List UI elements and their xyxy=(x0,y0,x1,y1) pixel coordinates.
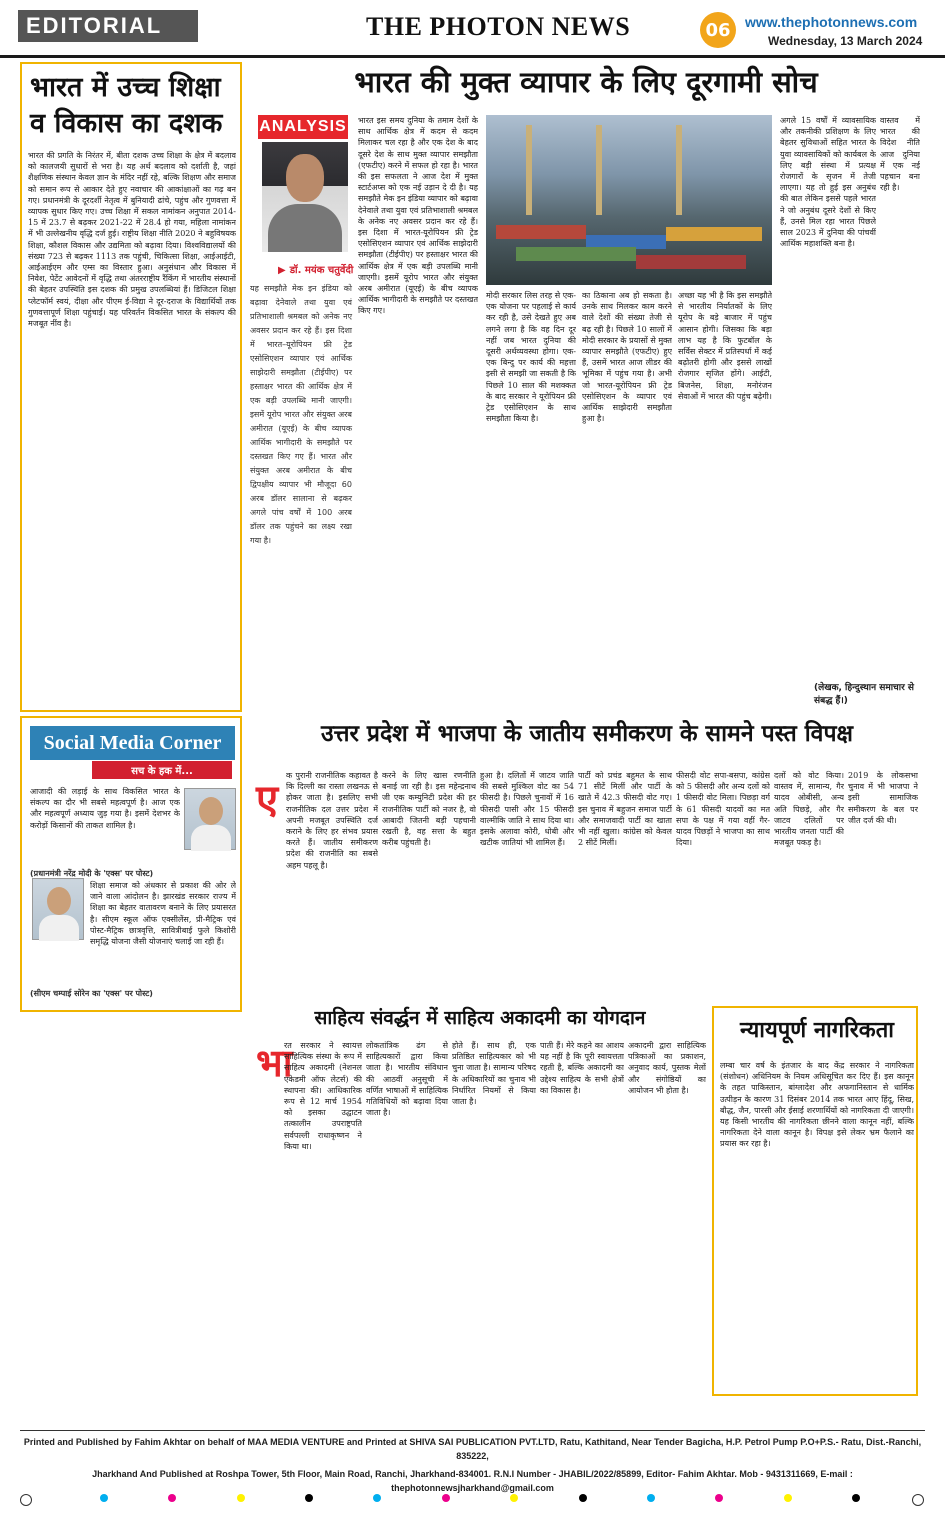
up-politics-col-6: दलों को वोट किया। वास्तव में, सामान्य, गैर यादव ओबीसी, अन्य अति पिछड़े, और गैर जाटव दलितों पर भारतीय जनता पार्टी की मजबूत पकड़ है। xyxy=(774,771,844,848)
up-politics-col-5: फीसदी वोट सपा-बसपा, कांग्रेस को 5 फीसदी और अन्य दलों को 1 फीसदी वोट मिला। पिछड़ा वर्ग के 61 फीसदी यादवों का मत सपा के पक्ष में गया वहीं गैर-यादव पिछड़ों ने भाजपा का साथ दिया। xyxy=(676,771,770,848)
lead-editorial-title: भारत में उच्च शिक्षा व विकास का दशक xyxy=(30,72,223,139)
up-politics-col-1: क पुरानी राजनीतिक कहावत है कि दिल्ली का रास्ता लखनऊ से होकर जाता है। इसलिए सभी राजनीतिक दल उत्तर प्रदेश में अपनी मजबूत उपस्थिति दर्ज कराने के लिए हर संभव प्रयास करते हैं। जातीय समीकरण प्रदेश की राजनीति का सबसे अहम पहलू है। xyxy=(286,771,378,870)
author-photo-face xyxy=(286,154,324,202)
analysis-col-3: का ठिकाना अब हो सकता है। उनके साथ मिलकर काम करने वाले देशों की संख्या तेजी से बढ़ रही है। पिछले 10 सालों में मोदी सरकार के प्रयासों से मुक्त व्यापार समझौते (एफटीए) हुए हैं, उसमें भारत आज लीडर की भूमिका में पहुंच गया है। अभी जो भारत-यूरोपियन फ्री ट्रेड एसोसिएशन के व्यापार एवं आर्थिक साझेदारी समझौता हुआ है। xyxy=(582,291,672,424)
reg-dot xyxy=(168,1494,176,1502)
pm-portrait xyxy=(184,788,236,850)
imprint-line-1: Printed and Published by Fahim Akhtar on behalf of MAA MEDIA VENTURE and Printed at SHIVA SAI PUBLICATION PVT.LTD, Ratu, Kathitand, Near Tender Bagicha, H.P. Petrol Pump P.O+P.S.- Ratu, Dist.-Ranchi, 835222, xyxy=(23,1437,922,1461)
literature-headline: साहित्य संवर्द्धन में साहित्य अकादमी का योगदान xyxy=(314,1007,646,1029)
reg-dot xyxy=(715,1494,723,1502)
analysis-col-2: मोदी सरकार लिस तरह से एक-एक योजना पर पहलाई से कार्य कर रही है, उसे देखते हुए अब लगने लगा है कि वह दिन दूर नहीं जब भारत दुनिया की दूसरी अर्थव्यवस्था होगा। एक-एक बिन्दु पर कार्य की महत्ता इसी से समझी जा सकती है कि पिछले 10 साल की मशक्कत के बाद सरकार ने यूरोपियन फ्री ट्रेड एसोसिएशन के साथ समझौता किया है। xyxy=(486,291,576,424)
page-number-badge: 06 xyxy=(700,12,736,48)
portrait-body xyxy=(191,825,231,851)
registration-mark xyxy=(20,1494,32,1506)
reg-dot xyxy=(373,1494,381,1502)
dateline: Wednesday, 13 March 2024 xyxy=(768,34,923,48)
social-post-1-source: (प्रधानमंत्री नरेंद्र मोदी के 'एक्स' पर पोस्ट) xyxy=(30,869,154,878)
reg-dot xyxy=(784,1494,792,1502)
byline-arrow-icon: ▶ xyxy=(278,265,286,276)
social-media-tagline: सच के हक में... xyxy=(92,761,232,779)
literature-col-2: लोकतांत्रिक ढंग से साहित्यकारों द्वारा किया जाता है। भारतीय संविधान की आठवीं अनुसूची में वर्णित भाषाओं में साहित्यिक गतिविधियों को बढ़ावा दिया जाता है। xyxy=(366,1041,448,1118)
port-containers-image xyxy=(486,115,772,285)
container-stack xyxy=(666,227,762,241)
author-credit: (लेखक, हिन्दुस्थान समाचार से संबद्ध हैं।) xyxy=(814,683,914,706)
website-link[interactable]: www.thephotonnews.com xyxy=(745,14,918,30)
registration-mark xyxy=(912,1494,924,1506)
social-media-corner xyxy=(20,716,242,1012)
pullquote: यह समझौते मेक इन इंडिया को बढ़ावा देनेवाले तथा युवा एवं प्रतिभाशाली श्रमबल को अनेक नए अवसर प्रदान कर रहे हैं। इस दिशा में भारत–यूरोपियन फ्री ट्रेड एसोसिएशन व्यापार एवं आर्थिक साझेदारी समझौता (टीईपीए) पर हस्ताक्षर भारत की आर्थिक क्षेत्र में एक बड़ी उपलब्धि मानी जाएगी। इसमें यूरोप भारत और संयुक्त अरब अमीरात (यूएई) के बीच व्यापक आर्थिक भागीदारी के समझौते पर दस्तखत किए गए हैं। भारत और संयुक्त अरब अमीरात के बीच द्विपक्षीय व्यापार भी मौजूदा 60 अरब डॉलर सालाना से बढ़कर अगले पांच वर्षों में 100 अरब डॉलर तक पहुंचने का लक्ष्य रखा गया है। xyxy=(250,284,352,545)
social-post-2: शिक्षा समाज को अंधकार से प्रकाश की ओर ले जाने वाला आंदोलन है। झारखंड सरकार राज्य में शिक्षा का बेहतर वातावरण बनाने के लिए प्रयासरत है। सीएम स्कूल ऑफ एक्सीलेंस, प्री-मैट्रिक एवं पोस्ट-मैट्रिक छात्रवृत्ति, सावित्रीबाई फुले किशोरी समृद्धि योजना जैसी योजनाएं चलाई जा रही हैं। xyxy=(90,881,236,947)
up-politics-col-4: पार्टी को प्रचंड बहुमत के साथ 71 सीटें मिलीं और पार्टी के खाते में 42.3 फीसदी वोट गए। इस चुनाव में बहुजन समाज पार्टी और समाजवादी पार्टी का खाता भी नहीं खुला। कांग्रेस को केवल 2 सीटें मिलीं। xyxy=(578,771,672,848)
container-stack xyxy=(496,225,586,239)
imprint-line-2: Jharkhand And Published at Roshpa Tower, 5th Floor, Main Road, Ranchi, Jharkhand-834001. R.N.I Number - JHABIL/2022/85899, Editor- Fahim Akhtar. Mob - 9431311669, E-mail : thephotonnewsjharkhand@gmail.com xyxy=(92,1469,853,1493)
social-post-1: आजादी की लड़ाई के साथ विकसित भारत के संकल्प का दौर भी सबसे महत्वपूर्ण है। आज एक और महत्वपूर्ण अध्याय जुड़ गया है। इसमें देशभर के करोड़ों किसानों की ताकत शामिल है। xyxy=(30,787,180,830)
section-tag: EDITORIAL xyxy=(18,10,198,42)
justice-body: लम्बा चार वर्ष के इंतजार के बाद केंद्र सरकार ने नागरिकता (संशोधन) अधिनियम के नियम अधिसूचित कर दिए हैं। इस कानून के तहत पाकिस्तान, बांग्लादेश और अफगानिस्तान से धार्मिक उत्पीड़न के कारण 31 दिसंबर 2014 तक भारत आए हिंदू, सिख, बौद्ध, जैन, पारसी और ईसाई शरणार्थियों को नागरिकता दी जाएगी। यह किसी भारतीय की नागरिकता छीनने वाला कानून नहीं, बल्कि नागरिकता देने वाला कानून है। विपक्ष इसे लेकर भ्रम फैलाने का प्रयास कर रहा है। xyxy=(720,1061,914,1149)
literature-col-4: पाती हैं। मेरे कहने का आशय यह नहीं है कि पूरी स्वायत्तता रहती है, बल्कि अकादमी का उद्देश्य साहित्य के सभी क्षेत्रों का विकास है। xyxy=(540,1041,624,1095)
reg-dot xyxy=(852,1494,860,1502)
portrait-face xyxy=(47,887,71,915)
analysis-col-4: अच्छा यह भी है कि इस समझौते से भारतीय निर्यातकों के लिए यूरोप के बड़े बाजार में पहुंच आसान होगी। जिसका कि बड़ा लाभ यह है कि फुटबॉल के सर्विस सेक्टर में प्रतिस्पर्धा में कई बढ़ोतरी होगी और इससे लाखों रोजगार सृजित होंगे। आईटी, बिजनेस, शिक्षा, मनोरंजन सेवाओं में भारत की पहुंच बढ़ेगी। xyxy=(678,291,772,401)
lead-editorial xyxy=(20,62,242,712)
up-politics-dropcap: ए xyxy=(256,777,279,823)
port-crane xyxy=(676,125,682,215)
up-politics-col-2: करने के लिए खास रणनीति बनाई जा रही है। इस महेन्द्रनाथ जी एक कम्युनिटी प्रदेश की हर राजनीतिक पार्टी को नजर है, वो आबादी जितनी बड़ी पहचानी रखती है, वह सत्ता के बहुत करीब पहुंचती है। xyxy=(382,771,476,848)
reg-dot xyxy=(237,1494,245,1502)
analysis-col-6: वास्तव में भारत की विदेश नीति आज दुनिया में एक नई पहचान बना रही है। xyxy=(880,116,920,193)
author-photo-shirt xyxy=(268,204,342,252)
justice-title: न्यायपूर्ण नागरिकता xyxy=(740,1018,894,1043)
page-header xyxy=(0,0,945,58)
analysis-col-1: भारत इस समय दुनिया के तमाम देशों के साथ आर्थिक क्षेत्र में कदम से कदम मिलाकर चल रहा है और एक देश के बाद दूसरे देश के साथ मुक्त व्यापार समझौता (एफटीए) करने में सफल हो रहा है। भारत की इस सफलता ने आज देश में मुक्त स्टार्टअप्स को एक नई उड़ान दे दी है। यह समझौते मेक इन इंडिया व्यापार को बढ़ावा देनेवाले तथा युवा एवं प्रतिभाशाली श्रमबल के अनेक नए अवसर प्रदान कर रहे हैं। इस दिशा में भारत-यूरोपियन फ्री ट्रेड एसोसिएशन व्यापार एवं आर्थिक साझेदारी समझौता (टीईपीए) पर हस्ताक्षर भारत की आर्थिक क्षेत्र में एक बड़ी उपलब्धि मानी जाएगी। इसमें यूरोप भारत और संयुक्त अरब अमीरात (यूएई) के बीच व्यापक आर्थिक भागीदारी के समझौते पर दस्तखत किए गए। xyxy=(358,116,478,316)
lead-editorial-body: भारत की प्रगति के निरंतर में, बीता दशक उच्च शिक्षा के क्षेत्र में बदलाव को कालजयी सुधारों से भरा है। यह अर्थ बदलाव को दर्शाती है, जहां शैक्षणिक संस्थान केवल ज्ञान के मंदिर नहीं रहे, बल्कि शिक्षण और समाज को समान रूप से आकार देते हुए नवाचार की आकांक्षाओं का गढ़ बन गए। प्रधानमंत्री के दूरदर्शी नेतृत्व में बुनियादी ढांचे, पहुंच और गुणवत्ता में व्यापक सुधार किए गए। उच्च शिक्षा में सकल नामांकन अनुपात 2014-15 में 23.7 से बढ़कर 2021-22 में 28.4 हो गया, महिला नामांकन में भी उल्लेखनीय वृद्धि दर्ज हुई। राष्ट्रीय शिक्षा नीति 2020 ने बहुविषयक शिक्षा, कौशल विकास और उद्यमिता को बढ़ावा दिया। विश्वविद्यालयों की संख्या 723 से बढ़कर 1113 तक पहुंची, चिकित्सा शिक्षा, आईआईटी, आईआईएम और एम्स का विस्तार हुआ। अनुसंधान और विकास में निवेश, पेटेंट आवेदनों में वृद्धि तथा अंतरराष्ट्रीय रैंकिंग में भारतीय संस्थानों की बेहतर उपस्थिति इस दशक की प्रमुख उपलब्धियां हैं। डिजिटल शिक्षा प्लेटफॉर्म स्वयं, दीक्षा और पीएम ई-विद्या ने दूर-दराज के विद्यार्थियों तक गुणवत्तापूर्ण शिक्षा पहुंचाई। यह परिवर्तन विकसित भारत के संकल्प की मजबूत नींव है। xyxy=(28,151,236,329)
container-stack xyxy=(516,247,636,261)
social-post-2-source: (सीएम चम्पाई सोरेन का 'एक्स' पर पोस्ट) xyxy=(30,989,153,998)
up-politics-col-3: हुआ है। दलितों में जाटव जाति की सबसे मुश्किल वोट का 54 फीसदी है। पिछले चुनावों में 16 फीसदी पासी और 15 फीसदी वाल्मीकि जाति ने साथ दिया था। इसके अलावा कोरी, धोबी और खटीक जातियां भी शामिल हैं। xyxy=(480,771,574,848)
analysis-headline: भारत की मुक्त व्यापार के लिए दूरगामी सोच xyxy=(354,65,818,99)
analysis-col-5: अगले 15 वर्षों में व्यावसायिक और तकनीकी प्रशिक्षण के लिए बेहतर सुविधाओं सहित भारत के युवा व्यावसायिकों को कार्यबल के लिए बड़ी संस्था में प्रत्यक्ष रोजगारों के सृजन में तेजी लाएगा। यह तो हुई इस अनुबंध की बात लेकिन इससे पहले भारत ने जो अनुबंध दूसरे देशों से किए हैं, उनसे मिल रहा भारत पिछले साल 2023 में दुनिया की पांचवीं आर्थिक महाशक्ति बना है। xyxy=(780,116,876,249)
analysis-tag: ANALYSIS xyxy=(258,115,348,139)
reg-dot xyxy=(442,1494,450,1502)
color-registration-bar xyxy=(100,1494,860,1504)
cm-portrait xyxy=(32,878,84,940)
social-media-title: Social Media Corner xyxy=(30,726,235,760)
literature-dropcap: भा xyxy=(256,1041,293,1085)
port-crane xyxy=(526,125,532,215)
port-crane xyxy=(596,125,602,215)
masthead: THE PHOTON NEWS xyxy=(366,12,631,41)
up-politics-headline: उत्तर प्रदेश में भाजपा के जातीय समीकरण के सामने पस्त विपक्ष xyxy=(320,721,854,747)
reg-dot xyxy=(100,1494,108,1502)
reg-dot xyxy=(305,1494,313,1502)
author-byline xyxy=(278,262,353,276)
reg-dot xyxy=(510,1494,518,1502)
justice-editorial xyxy=(712,1006,918,1396)
literature-col-5: अकादमी द्वारा साहित्यिक पत्रिकाओं का प्रकाशन, अनुवाद कार्य, पुस्तक मेलों और संगोष्ठियों का आयोजन भी होता है। xyxy=(628,1041,706,1095)
author-name: डॉ. मयंक चतुर्वेदी xyxy=(289,265,354,276)
container-stack xyxy=(636,255,746,269)
portrait-body xyxy=(39,915,79,941)
up-politics-col-7: 2019 के लोकसभा चुनाव में भी भाजपा ने इसी सामाजिक समीकरण के बल पर जीत दर्ज की थी। xyxy=(848,771,918,825)
reg-dot xyxy=(647,1494,655,1502)
reg-dot xyxy=(579,1494,587,1502)
literature-col-1: रत सरकार ने स्वायत्त साहित्यिक संस्था के रूप में साहित्य अकादमी (नेशनल एकेडमी ऑफ लेटर्स) की स्थापना की। आधिकारिक रूप से 12 मार्च 1954 को इसका उद्घाटन तत्कालीन उपराष्ट्रपति सर्वपल्ली राधाकृष्णन ने किया था। xyxy=(284,1041,362,1151)
portrait-face xyxy=(199,797,223,825)
imprint-footer xyxy=(20,1430,925,1493)
literature-col-3: होते हैं। साथ ही, एक प्रतिष्ठित साहित्यकार को भी चुना जाता है। सामान्य परिषद के अधिकारियों का चुनाव भी निर्धारित नियमों से किया जाता है। xyxy=(452,1041,536,1107)
author-photo xyxy=(262,142,348,252)
